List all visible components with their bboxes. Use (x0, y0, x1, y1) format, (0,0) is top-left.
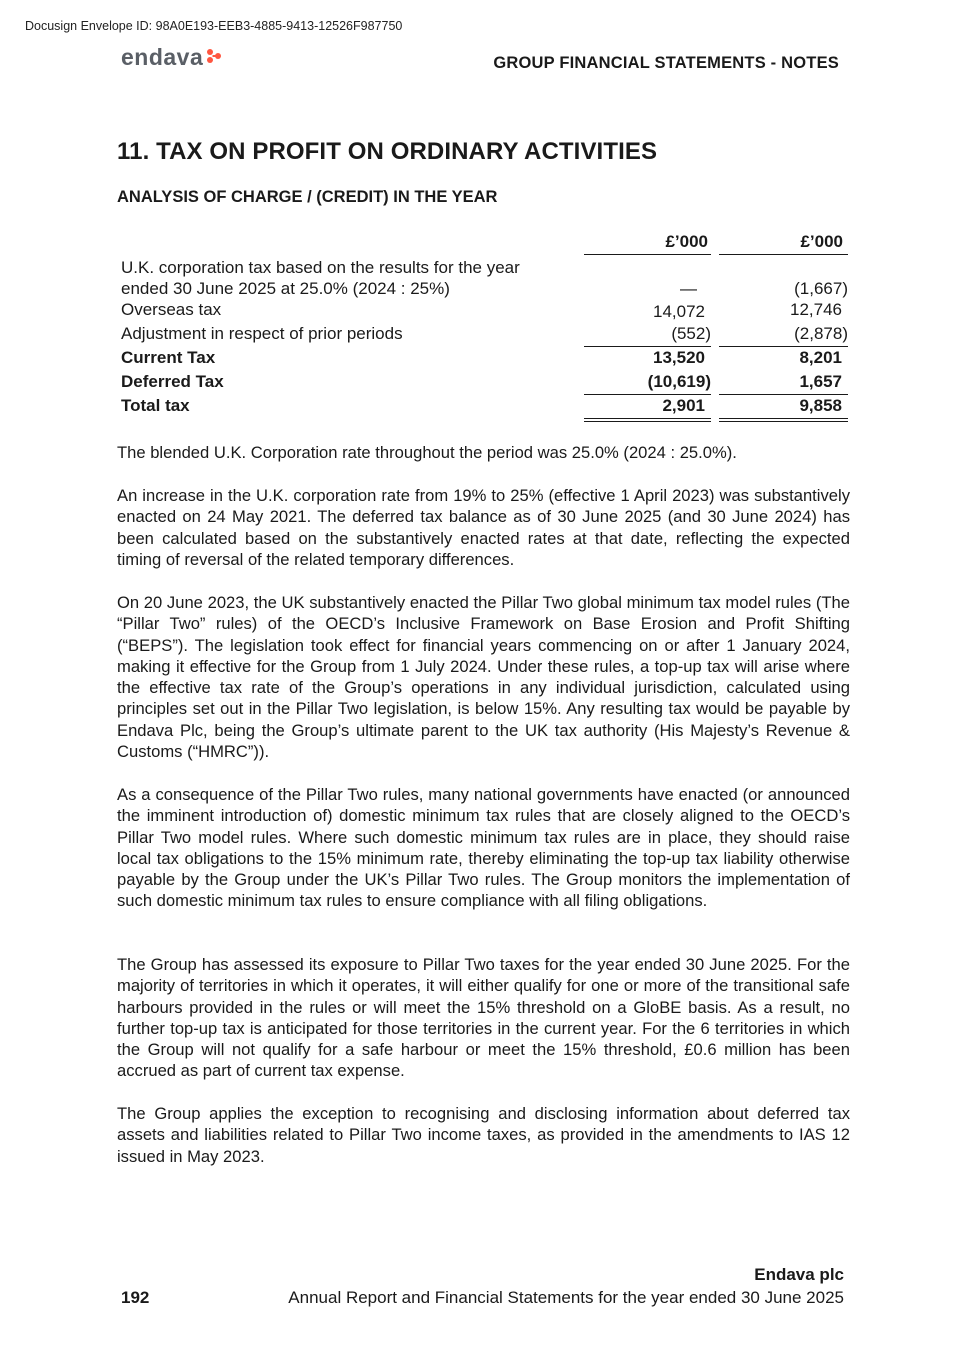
paragraph-pillar-two-enactment: On 20 June 2023, the UK substantively enacted the Pillar Two global minimum tax model rules (The “Pillar Two” rules) of the OECD’s Inclusive Framework on Base Erosion and Profit Shifting (“BEPS”). The legislation took effect for financial years commencing on or after 1 January 2024, making it effective for the Group from 1 July 2024. Under these rules, a top-up tax will arise where the effective tax rate of the Group’s operations in any individual jurisdiction, calculated using principles set out in the Pillar Two legislation, is below 15%. Any resulting tax would be payable by Endava Plc, being the Group’s ultimate parent to the UK tax authority (His Majesty’s Revenue & Customs (“HMRC”)). (117, 593, 850, 762)
endava-logo-mark-icon (206, 48, 222, 69)
table-row-uk-corporation-tax (117, 254, 851, 298)
column-header-2024: £’000 (800, 232, 843, 251)
cell-2024: 1,657 (799, 372, 842, 391)
row-label: Overseas tax (121, 300, 222, 319)
cell-2025: 2,901 (662, 396, 705, 415)
row-label: Deferred Tax (121, 372, 224, 391)
table-subtitle: ANALYSIS OF CHARGE / (CREDIT) IN THE YEAR (117, 188, 498, 206)
cell-2025: 14,072 (653, 302, 705, 321)
logo-text: endava (121, 44, 204, 70)
table-row-overseas-tax (117, 298, 851, 322)
footer-company: Endava plc (754, 1265, 844, 1284)
paragraph-ias12-exception: The Group applies the exception to recognising and disclosing information about deferred tax assets and liabilities related to Pillar Two income taxes, as provided in the amendments to IAS 12 issued in May 2023. (117, 1104, 850, 1166)
cell-2024: (2,878) (794, 324, 848, 343)
page-title: 11. TAX ON PROFIT ON ORDINARY ACTIVITIES (117, 138, 658, 165)
table-row-deferred-tax (117, 370, 851, 394)
row-label: Current Tax (121, 348, 216, 367)
cell-2024: 12,746 (790, 300, 842, 319)
row-label: Total tax (121, 396, 190, 415)
paragraph-exposure-assessment: The Group has assessed its exposure to Pillar Two taxes for the year ended 30 June 2025. For the majority of territories in which it operates, it will either qualify for one or more of the transitional safe harbours provided in the rules or will meet the 15% threshold on a GloBE basis. As a result, no further top-up tax is anticipated for those territories in the current year. For the 6 territories in which the Group will not qualify for a safe harbour or meet the 15% threshold, £0.6 million has been accrued as part of current tax expense. (117, 955, 850, 1081)
paragraph-rate-increase: An increase in the U.K. corporation rate from 19% to 25% (effective 1 April 2023) was substantively enacted on 24 May 2021. The deferred tax balance as of 30 June 2025 (and 30 June 2024) has been calculated based on the substantively enacted rates at that date, reflecting the expected timing of reversal of the related temporary differences. (117, 486, 850, 569)
cell-2024: 9,858 (799, 396, 842, 415)
table-row-prior-period-adjustment (117, 322, 851, 346)
tax-charge-table (117, 230, 851, 418)
paragraph-blended-rate: The blended U.K. Corporation rate throughout the period was 25.0% (2024 : 25.0%). (117, 443, 737, 462)
cell-2024: 8,201 (799, 348, 842, 367)
row-label: U.K. corporation tax based on the results for the year (121, 258, 520, 277)
table-header-row (117, 230, 851, 254)
row-label-continued: ended 30 June 2025 at 25.0% (2024 : 25%) (121, 279, 450, 298)
cell-2025: (10,619) (647, 372, 711, 391)
table-row-current-tax (117, 346, 851, 370)
paragraph-domestic-minimum-tax: As a consequence of the Pillar Two rules, many national governments have enacted (or announced the imminent introduction of) domestic minimum tax rules that are closely aligned to the OECD’s Pillar Two model rules. Where such domestic minimum tax rules are in place, they should raise local tax obligations to the 15% minimum rate, thereby eliminating the top-up tax liability otherwise payable by the Group under the UK’s Pillar Two rules. The Group monitors the implementation of such domestic minimum tax rules to ensure compliance with all filing obligations. (117, 785, 850, 911)
footer-description: Annual Report and Financial Statements for the year ended 30 June 2025 (288, 1288, 844, 1307)
docusign-envelope-id: Docusign Envelope ID: 98A0E193-EEB3-4885-9413-12526F987750 (25, 19, 403, 33)
page-number: 192 (121, 1288, 150, 1307)
cell-2025: — (680, 279, 697, 298)
section-title: GROUP FINANCIAL STATEMENTS - NOTES (493, 54, 839, 72)
cell-2024: (1,667) (794, 279, 848, 298)
cell-2025: (552) (671, 324, 711, 343)
row-label: Adjustment in respect of prior periods (121, 324, 403, 343)
column-header-2025: £’000 (665, 232, 708, 251)
endava-logo (121, 46, 222, 69)
table-row-total-tax (117, 394, 851, 418)
cell-2025: 13,520 (653, 348, 705, 367)
